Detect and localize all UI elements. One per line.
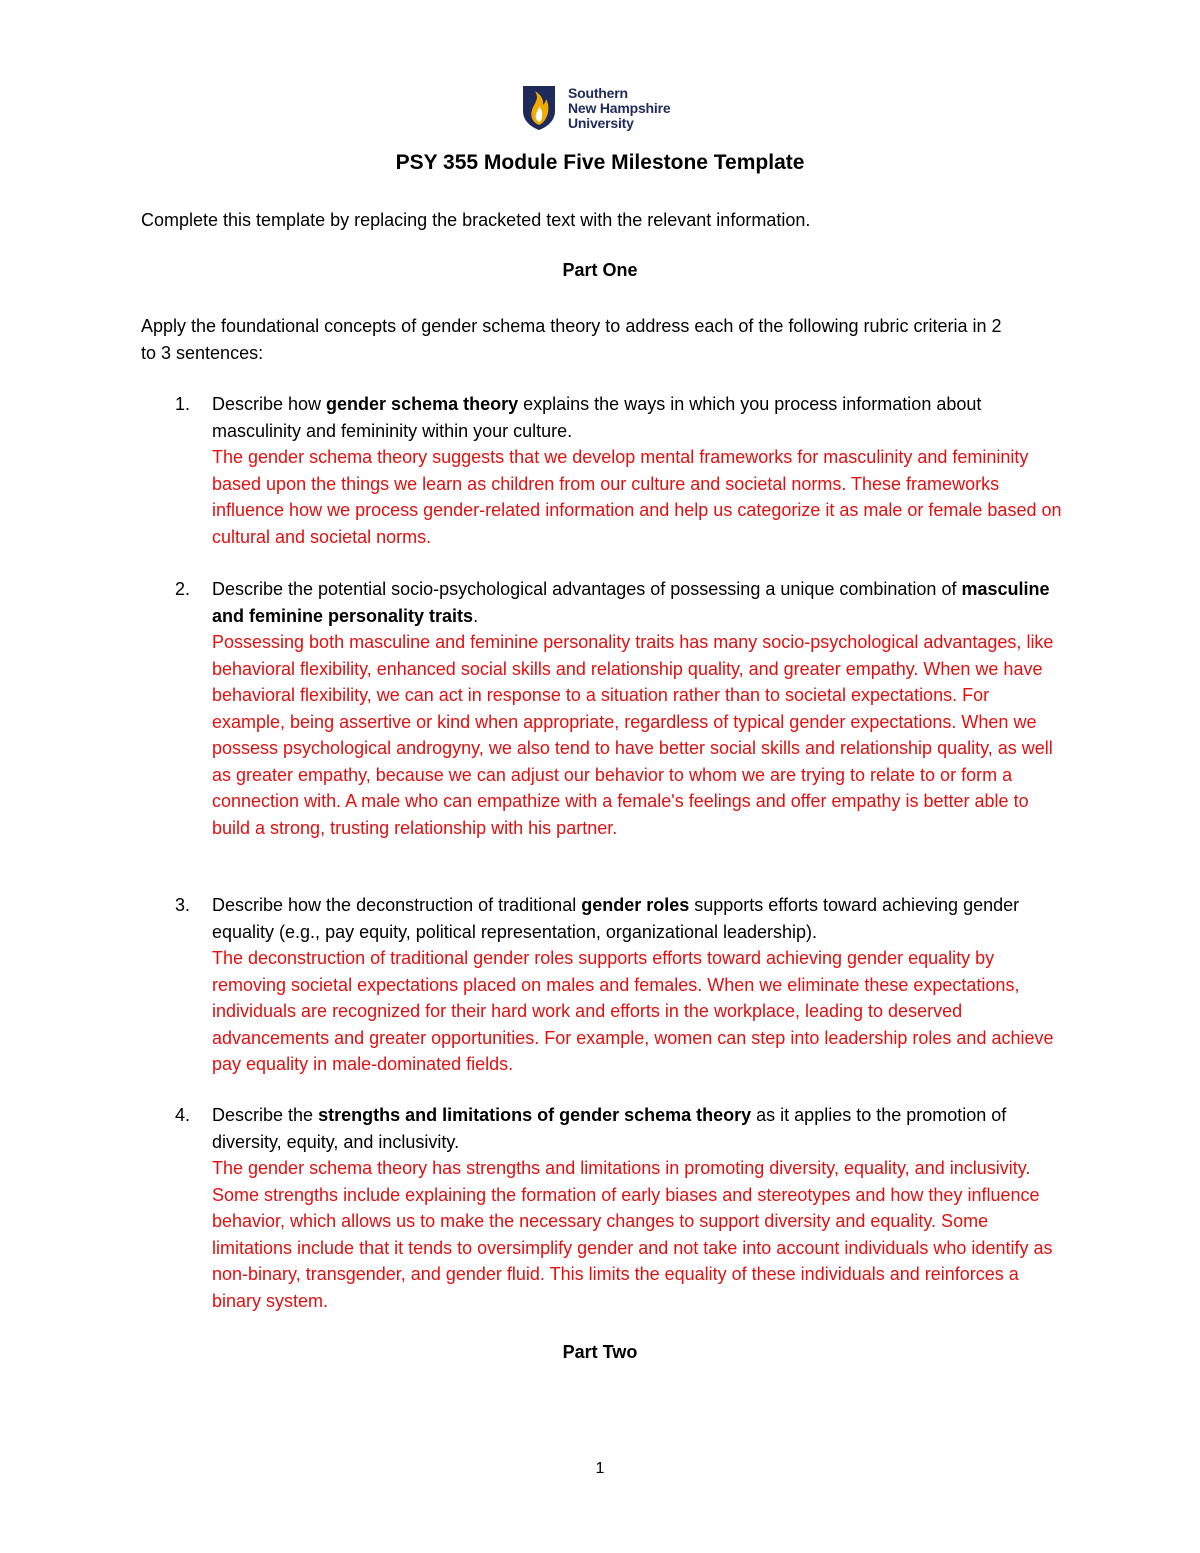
- prompt-emphasis: gender roles: [581, 895, 690, 915]
- item-answer: The deconstruction of traditional gender roles supports efforts toward achieving gender equality by removing societal expectations placed on males and females. When we eliminate these expectations, individuals are recognized for their hard work and efforts in the workplace, leading to deserved advancements and greater opportunities. For example, women can step into leadership roles and achieve pay equality in male-dominated fields.: [212, 948, 1054, 1074]
- logo-line-3: University: [568, 114, 634, 131]
- item-prompt: Describe how gender schema theory explains the ways in which you process information about masculinity and femininity within your culture.: [212, 394, 982, 441]
- prompt-emphasis: gender schema theory: [326, 394, 519, 414]
- item-answer: The gender schema theory suggests that we develop mental frameworks for masculinity and femininity based upon the things we learn as children from our culture and societal norms. These frameworks influence how we process gender-related information and help us categorize it as male or female based on cultural and societal norms.: [212, 447, 1062, 547]
- part-one-heading: Part One: [562, 260, 638, 280]
- item-prompt: Describe the potential socio-psychological advantages of possessing a unique combination of masculine and feminine personality traits.: [212, 579, 1050, 626]
- prompt-emphasis: masculine and feminine personality traits: [212, 579, 1050, 626]
- logo-line-1: Southern: [568, 84, 628, 101]
- page-number: 1: [595, 1460, 605, 1477]
- item-number: 1.: [175, 394, 191, 414]
- logo-line-2: New Hampshire: [568, 99, 671, 116]
- item-number: 4.: [175, 1105, 191, 1125]
- item-prompt: Describe the strengths and limitations of gender schema theory as it applies to the promotion of diversity, equity, and inclusivity.: [212, 1105, 1007, 1152]
- prompt-emphasis: strengths and limitations of gender schema theory: [318, 1105, 752, 1125]
- document-title: PSY 355 Module Five Milestone Template: [395, 151, 805, 174]
- part-two-heading: Part Two: [562, 1342, 638, 1362]
- logo-wordmark: [568, 86, 670, 131]
- item-number: 3.: [175, 895, 191, 915]
- flame-shield-icon: [522, 85, 556, 131]
- item-number: 2.: [175, 579, 191, 599]
- item-answer: The gender schema theory has strengths and limitations in promoting diversity, equality, and inclusivity. Some strengths include explaining the formation of early biases and stereotypes and how they influence behavior, which allows us to make the necessary changes to support diversity and equality. Some limitations include that it tends to oversimplify gender and not take into account individuals who identify as non-binary, transgender, and gender fluid. This limits the equality of these individuals and reinforces a binary system.: [212, 1158, 1053, 1311]
- university-logo: [522, 84, 670, 132]
- intro-text: Complete this template by replacing the bracketed text with the relevant information.: [141, 210, 811, 230]
- item-answer: Possessing both masculine and feminine personality traits has many socio-psychological advantages, like behavioral flexibility, enhanced social skills and relationship quality, and greater empathy. When we have behavioral flexibility, we can act in response to a situation rather than to societal expectations. For example, being assertive or kind when appropriate, regardless of typical gender expectations. When we possess psychological androgyny, we also tend to have better social skills and relationship quality, as well as greater empathy, because we can adjust our behavior to whom we are trying to relate to or form a connection with. A male who can empathize with a female's feelings and offer empathy is better able to build a strong, trusting relationship with his partner.: [212, 632, 1054, 838]
- item-prompt: Describe how the deconstruction of traditional gender roles supports efforts toward achieving gender equality (e.g., pay equity, political representation, organizational leadership).: [212, 895, 1020, 942]
- part-one-instruction: Apply the foundational concepts of gender schema theory to address each of the following rubric criteria in 2 to 3 sentences:: [141, 316, 1002, 363]
